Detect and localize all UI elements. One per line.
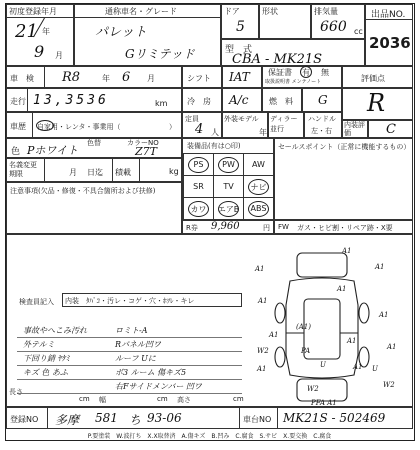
equipment-item [243, 175, 274, 198]
car-grade: Gリミテッド [125, 47, 195, 61]
inspector-rule [17, 351, 242, 352]
damage-mark: A1 [375, 263, 385, 271]
legend-text: P.要塗装 W.波打ち X.X取替済 A.傷キズ B.凹み C.腐食 S.サビ X.要交換 C.腐食 [87, 433, 332, 440]
color-code: Z7T [135, 145, 157, 158]
notes-label: 注意事項(欠品・修復・不具合箇所および扶修) [10, 187, 156, 195]
dealer-cell [268, 112, 304, 138]
warranty-sub: 取扱説明書 メンテノート [265, 79, 322, 85]
equipment-item [213, 153, 244, 176]
sales-point-cell [274, 138, 413, 220]
displacement-value: 660 [320, 19, 347, 35]
model-year-cell [222, 112, 268, 138]
interior-value-cell [368, 120, 413, 138]
damage-mark: A1 [379, 311, 389, 319]
equipment-title: 装備品(有は○印) [187, 142, 241, 150]
lot-number: 2036 [369, 34, 411, 52]
damage-mark: U [372, 365, 378, 373]
history-options: 自家用・レンタ・事業用（ [37, 123, 121, 131]
width-label: 幅 [99, 396, 106, 404]
height-unit: cm [233, 395, 244, 403]
color-value: Pホワイト [27, 144, 79, 157]
inspector-note: 外テルミ [23, 340, 55, 349]
damage-mark: PA [301, 347, 311, 355]
inspector-note: ボ3 ルーム 傷キズ5 [115, 368, 187, 377]
deadline-date: 日迄 [87, 168, 103, 177]
reg-class: 581 [95, 411, 118, 425]
history-close: ） [169, 123, 176, 131]
damage-mark: A1 [269, 331, 279, 339]
damage-mark: W2 [383, 381, 395, 389]
equipment-item-label: AW [252, 160, 265, 169]
capacity-value: 4 [195, 122, 204, 137]
shaken-value: R8 [62, 70, 81, 85]
inspector-area [6, 234, 413, 407]
equipment-item [183, 197, 214, 220]
mileage-unit: km [155, 99, 168, 108]
equipment-item [183, 153, 214, 176]
score-label: 評価点 [361, 74, 385, 83]
capacity-cell [182, 112, 222, 138]
shaken-year-unit: 年 [102, 74, 110, 83]
damage-mark: A1 [337, 285, 347, 293]
shape-cell [259, 4, 311, 39]
inspector-note: Rパネル凹ワ [115, 340, 162, 349]
mileage-cell [6, 88, 182, 112]
ac-value-cell [222, 88, 262, 112]
shaken-month-unit: 月 [147, 74, 155, 83]
fuel-label-cell [262, 88, 302, 112]
model-label: 型 式 [225, 45, 253, 55]
inspector-note: ロミト-A [115, 326, 148, 335]
auction-sheet [5, 3, 415, 441]
fuel-value: G [318, 93, 328, 107]
equipment-item-label: エアB [217, 205, 240, 214]
car-name-label: 通称車名・グレード [105, 7, 177, 16]
first-registration-label: 初度登録年月 [9, 7, 57, 16]
model-year-unit: 年 [259, 128, 267, 137]
damage-mark: A1 [258, 297, 268, 305]
mileage-value: 13,3536 [33, 93, 109, 108]
color-label: 色 [11, 147, 21, 157]
handle-cell [304, 112, 342, 138]
reg-kana: ち [129, 413, 142, 427]
fw-label: FW [278, 223, 289, 231]
inspector-options-box [62, 293, 242, 307]
car-name: パレット [95, 25, 147, 40]
damage-mark: U [320, 361, 326, 369]
ac-value: A/c [229, 93, 249, 107]
rkey-unit: 円 [263, 224, 270, 232]
damage-mark: A1 [353, 363, 363, 371]
inspector-options: 内装 ﾀﾊﾞｺ・汚レ・コゲ・穴・ﾎﾂﾚ・キレ [65, 297, 195, 305]
equipment-circle [248, 201, 269, 217]
reg-label: 登録NO [10, 415, 39, 424]
history-private-circle [36, 120, 54, 131]
equipment-item-label: カワ [190, 205, 207, 214]
inspector-rule [17, 379, 242, 380]
height-label: 高さ [177, 396, 191, 404]
month-unit: 月 [55, 51, 63, 60]
inspector-note: 事故やへこみ汚れ [23, 326, 87, 335]
damage-mark: (A1) [296, 323, 311, 331]
equipment-circle [188, 201, 209, 217]
damage-mark: A1 [255, 265, 265, 273]
reg-number: 93-06 [147, 411, 182, 425]
model-cell [221, 39, 365, 66]
history-cell [6, 112, 182, 138]
history-label: 車歴 [10, 122, 26, 131]
dealer-label: ディラー並行 [270, 115, 298, 133]
warranty-cell [262, 66, 342, 88]
ac-label: 冷 房 [187, 97, 211, 106]
deadline-label: 名義変更期限 [9, 161, 37, 178]
warranty-have: 有 [302, 68, 310, 77]
shift-value: IAT [229, 70, 250, 84]
displacement-cell [311, 4, 365, 39]
rkey-label: R券 [186, 224, 198, 232]
equipment-item [213, 197, 244, 220]
sales-point-label: セールスポイント（正常に機能するもの） [278, 143, 411, 151]
equipment-item [213, 175, 244, 198]
load-label: 積載 [115, 168, 131, 177]
inspector-rule [17, 365, 242, 366]
chassis-label: 車台NO [243, 415, 272, 424]
color-code-label: カラーNO [127, 139, 159, 147]
inspector-note: キズ 色 あふ [23, 368, 68, 377]
interior-value: C [386, 122, 396, 137]
inspector-rule [17, 393, 242, 394]
equipment-item-label: ABS [250, 204, 267, 213]
inspector-note: ルーフ Uに [115, 354, 156, 363]
equipment-circle [188, 157, 209, 173]
shift-label: シフト [187, 74, 211, 83]
inspector-note: 右Fサイドメンバー 凹ワ [115, 382, 202, 391]
inspector-rule [17, 337, 242, 338]
equipment-item-label: TV [223, 182, 234, 191]
rkey-value: 9,960 [211, 221, 240, 232]
load-unit: kg [169, 167, 179, 176]
equipment-circle [248, 179, 269, 195]
model-value: CBA - MK21S [232, 52, 323, 67]
cc-unit: cc [354, 27, 363, 36]
damage-mark: W2 [307, 385, 319, 393]
length-label: 長さ [9, 388, 23, 396]
equipment-item-label: SR [193, 182, 204, 191]
damage-mark: A1 [347, 337, 357, 345]
doors-label: ドア [224, 7, 240, 16]
interior-label: 内装評価 [344, 121, 365, 137]
equipment-item [183, 175, 214, 198]
chassis-value: MK21S - 502469 [283, 411, 386, 425]
score-label-cell [342, 66, 413, 88]
first-registration-year: 21 [15, 21, 38, 42]
damage-mark: A1 [342, 247, 352, 255]
lot-cell [365, 4, 413, 66]
shaken-cell [6, 66, 182, 88]
damage-mark: A1 [387, 343, 397, 351]
length-unit: cm [79, 395, 90, 403]
equipment-circle [218, 157, 239, 173]
notes-cell [6, 182, 182, 234]
equipment-item-label: ナビ [250, 183, 267, 192]
capacity-unit: 人 [211, 128, 219, 137]
handle-options: 左・右 [311, 127, 332, 135]
color-change-label: 色替 [87, 139, 101, 147]
equipment-circle [218, 201, 239, 217]
fuel-value-cell [302, 88, 342, 112]
registration-row [6, 407, 413, 429]
score-value-cell [342, 88, 413, 120]
interior-label-cell [342, 120, 368, 138]
inspector-note: 下回り錆 ﾔｹﾐ [23, 354, 70, 363]
car-name-cell [74, 4, 221, 66]
doors-cell [221, 4, 259, 39]
first-registration-month: 9 [34, 42, 45, 61]
year-unit: 年 [42, 27, 50, 36]
deadline-cell [6, 158, 182, 182]
shaken-month: 6 [122, 70, 131, 85]
width-unit: cm [157, 395, 168, 403]
shift-value-cell [222, 66, 262, 88]
equipment-item [243, 197, 274, 220]
reg-area: 多摩 [55, 413, 80, 427]
displacement-label: 排気量 [314, 7, 338, 16]
damage-mark: W2 [257, 347, 269, 355]
score-value: R [367, 89, 386, 117]
fw-options: ガス・ヒビ割・リペア跡・X要 [297, 224, 393, 232]
equipment-cell [182, 138, 274, 220]
equipment-item-label: PS [193, 160, 204, 169]
inspector-label: 検査員記入 [19, 298, 54, 306]
shaken-label: 車 検 [10, 74, 34, 83]
fuel-label: 燃 料 [269, 97, 293, 106]
damage-mark: A1 [257, 365, 267, 373]
model-year-label: 外装モデル [224, 115, 259, 123]
fw-cell [274, 220, 413, 234]
diagram-bottom-mark: PFA A1 [311, 399, 337, 407]
lot-label: 出品NO. [371, 10, 406, 20]
shift-label-cell [182, 66, 222, 88]
rkey-cell [182, 220, 274, 234]
equipment-item-label: PW [222, 160, 235, 169]
capacity-label: 定員 [185, 115, 199, 123]
equipment-item [243, 153, 274, 176]
first-registration-cell [6, 4, 74, 66]
mileage-label: 走行 [10, 97, 26, 106]
deadline-month: 月 [69, 168, 77, 177]
color-cell [6, 138, 182, 158]
warranty-label: 保証書 [268, 68, 292, 77]
ac-label-cell [182, 88, 222, 112]
shape-label: 形状 [262, 7, 278, 16]
handle-label: ハンドル [308, 115, 336, 123]
doors-value: 5 [236, 19, 245, 35]
warranty-none: 無 [321, 68, 329, 77]
